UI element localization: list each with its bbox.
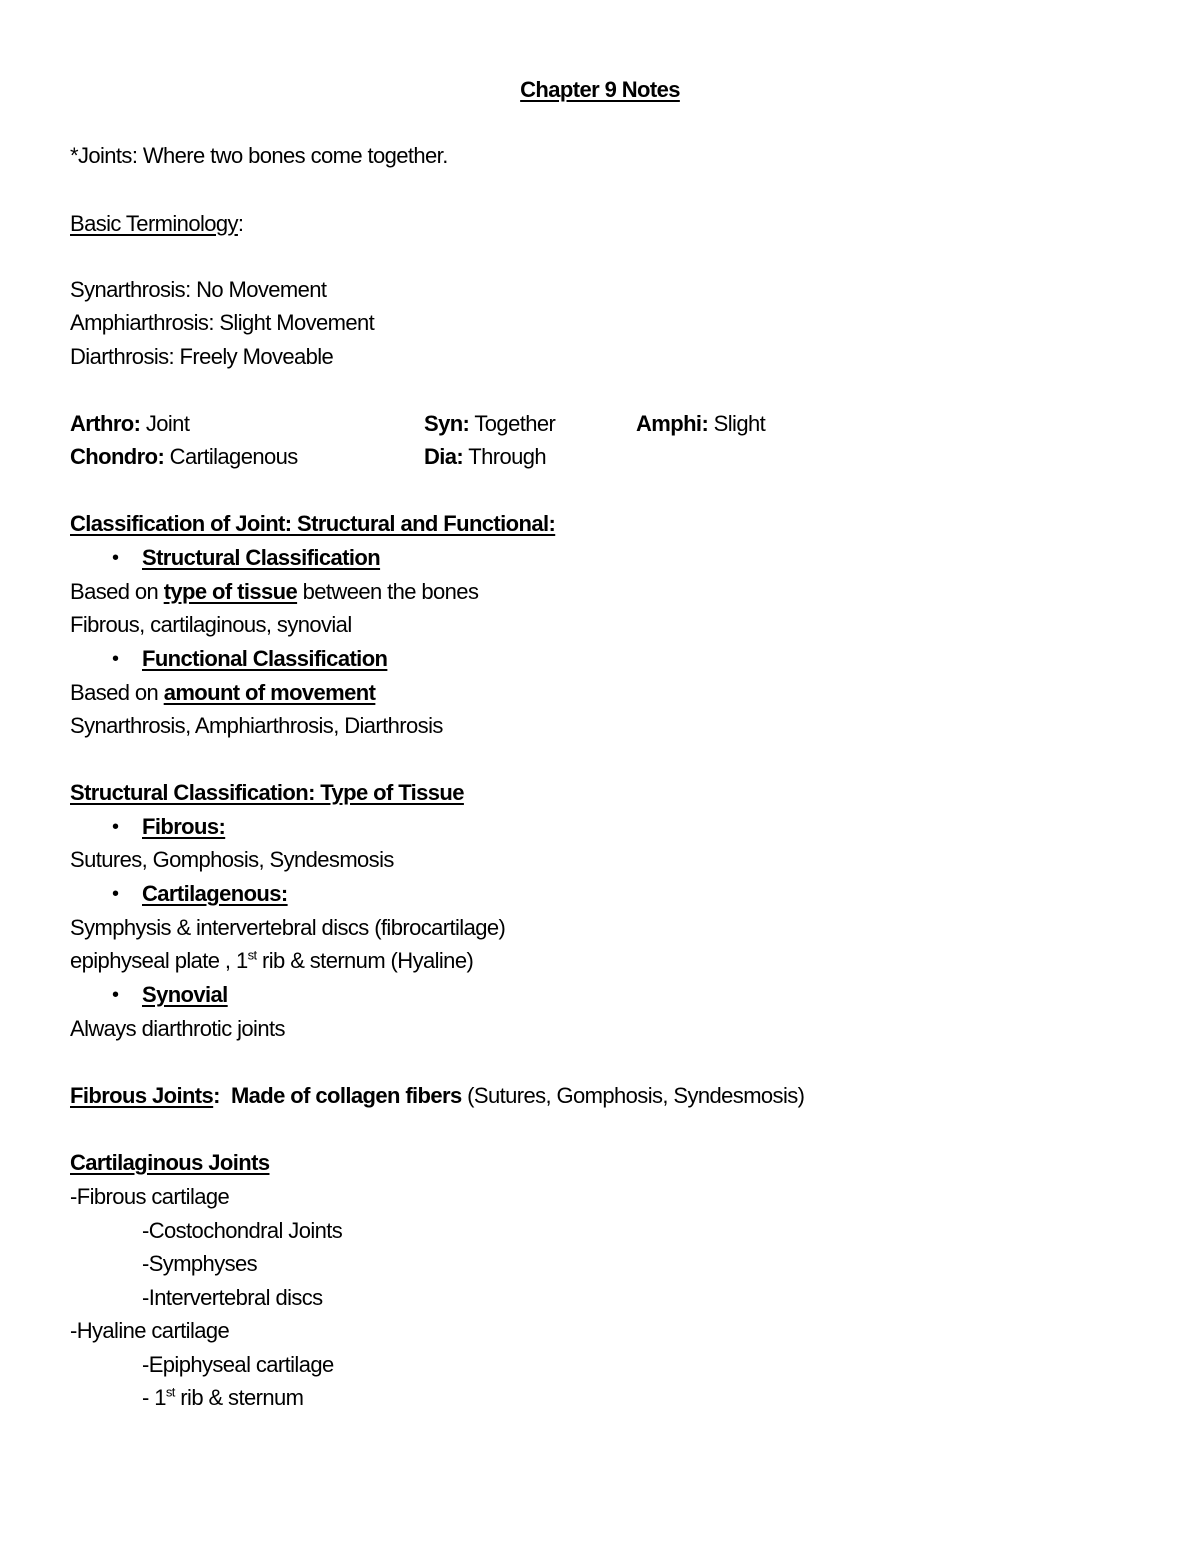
root-amphi: Amphi: Slight [636,411,766,436]
fibrous-joints-line: Fibrous Joints: Made of collagen fibers (Sutures, Gomphosis, Syndesmosis) [70,1083,805,1108]
colon: : [237,211,244,236]
bullet: • [112,547,120,569]
hyaline-cartilage: -Hyaline cartilage [70,1318,230,1343]
synovial-title: Synovial [142,982,228,1007]
fibrous-title: Fibrous: [142,814,226,839]
bullet: • [112,883,120,905]
heading-text: Basic Terminology [70,211,238,236]
bullet: • [112,816,120,838]
functional-based-on: Based on amount of movement [70,680,376,705]
cartilagenous-line-2: epiphyseal plate , 1st rib & sternum (Hyaline) [70,947,474,973]
cartilagenous-title: Cartilagenous: [142,881,288,906]
term-item: Synarthrosis: No Movement [70,277,327,302]
list-item: -Epiphyseal cartilage [142,1352,334,1377]
joints-definition: *Joints: Where two bones come together. [70,143,448,168]
cartilagenous-line-1: Symphysis & intervertebral discs (fibrocartilage) [70,915,506,940]
list-item: -Costochondral Joints [142,1218,343,1243]
synovial-text: Always diarthrotic joints [70,1016,285,1041]
list-item: -Intervertebral discs [142,1285,323,1310]
list-item: - 1st rib & sternum [142,1384,304,1410]
structural-tissue-heading: Structural Classification: Type of Tissue [70,780,464,805]
fibrous-cartilage: -Fibrous cartilage [70,1184,230,1209]
bullet: • [112,984,120,1006]
term-item: Amphiarthrosis: Slight Movement [70,310,375,335]
basic-terminology-heading [70,211,243,237]
root-syn: Syn: Together [424,411,556,436]
root-dia: Dia: Through [424,444,547,469]
root-chondro: Chondro: Cartilagenous [70,444,298,469]
cartilaginous-joints-heading: Cartilaginous Joints [70,1150,270,1175]
fibrous-text: Sutures, Gomphosis, Syndesmosis [70,847,394,872]
roots-row-2 [70,444,870,470]
classification-heading: Classification of Joint: Structural and Functional: [70,511,556,536]
structural-classification-title: Structural Classification [142,545,381,570]
structural-types: Fibrous, cartilaginous, synovial [70,612,352,637]
term-item: Diarthrosis: Freely Moveable [70,344,334,369]
bullet: • [112,648,120,670]
page-title: Chapter 9 Notes [520,77,680,102]
roots-row-1 [70,411,870,437]
list-item: -Symphyses [142,1251,258,1276]
structural-based-on: Based on type of tissue between the bones [70,579,479,604]
root-arthro: Arthro: Joint [70,411,190,436]
functional-types: Synarthrosis, Amphiarthrosis, Diarthrosis [70,713,443,738]
functional-classification-title: Functional Classification [142,646,388,671]
